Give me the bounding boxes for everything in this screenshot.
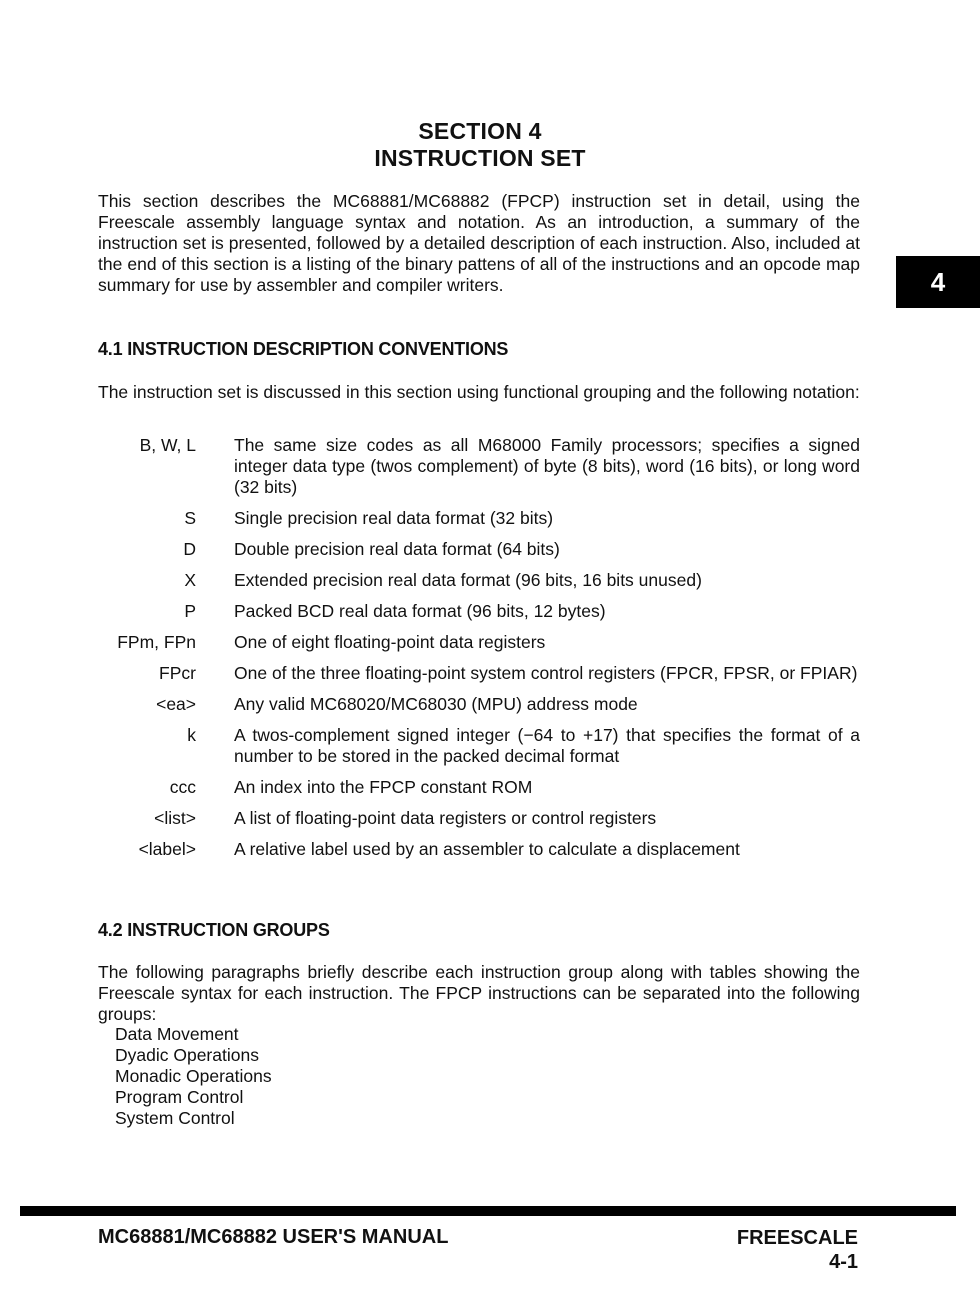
notation-term: <ea>	[156, 694, 196, 714]
notation-list	[98, 435, 860, 870]
notation-desc: One of the three floating-point system control registers (FPCR, FPSR, or FPIAR)	[234, 663, 858, 683]
heading-4-2: 4.2 INSTRUCTION GROUPS	[98, 920, 330, 940]
notation-desc: A list of floating-point data registers or control registers	[234, 808, 657, 828]
notation-desc: An index into the FPCP constant ROM	[234, 777, 533, 797]
section-tab-marker: 4	[896, 256, 980, 308]
notation-term: FPm, FPn	[117, 632, 196, 652]
groups-intro: The following paragraphs briefly describe each instruction group along with tables showing the Freescale syntax for each instruction. The FPCP instructions can be separated into the following groups:	[98, 962, 860, 1024]
notation-row	[98, 839, 860, 860]
notation-desc: Any valid MC68020/MC68030 (MPU) address mode	[234, 694, 638, 714]
notation-row	[98, 808, 860, 829]
notation-term: P	[184, 601, 196, 621]
section-label: SECTION 4	[418, 118, 542, 144]
notation-term: ccc	[169, 777, 196, 797]
footer-rule	[20, 1206, 956, 1216]
group-item: Program Control	[115, 1087, 244, 1107]
notation-row	[98, 539, 860, 560]
group-item: Data Movement	[115, 1024, 239, 1044]
notation-desc: Extended precision real data format (96 bits, 16 bits unused)	[234, 570, 702, 590]
footer-brand: FREESCALE	[736, 1227, 858, 1249]
group-item: Monadic Operations	[115, 1066, 272, 1086]
notation-desc: A twos-complement signed integer (−64 to +17) that specifies the format of a number to be stored in the packed decimal format	[234, 725, 860, 766]
footer-page-number: 4-1	[829, 1251, 858, 1273]
group-item: System Control	[115, 1108, 235, 1128]
notation-desc: Packed BCD real data format (96 bits, 12 bytes)	[234, 601, 606, 621]
section-title: INSTRUCTION SET	[374, 145, 586, 171]
notation-desc: One of eight floating-point data registers	[234, 632, 546, 652]
notation-desc: The same size codes as all M68000 Family processors; specifies a signed integer data type (twos complement) of byte (8 bits), word (16 bits), or long word (32 bits)	[234, 435, 860, 497]
notation-desc: Double precision real data format (64 bits)	[234, 539, 560, 559]
notation-intro: The instruction set is discussed in this section using functional grouping and the following notation:	[98, 382, 860, 402]
notation-row	[98, 694, 860, 715]
notation-term: <label>	[138, 839, 196, 859]
group-item: Dyadic Operations	[115, 1045, 259, 1065]
notation-term: S	[184, 508, 196, 528]
notation-term: FPcr	[159, 663, 196, 683]
notation-row	[98, 632, 860, 653]
notation-row	[98, 663, 860, 684]
heading-4-1: 4.1 INSTRUCTION DESCRIPTION CONVENTIONS	[98, 339, 509, 359]
notation-row	[98, 570, 860, 591]
notation-desc: Single precision real data format (32 bits)	[234, 508, 554, 528]
intro-paragraph: This section describes the MC68881/MC68882 (FPCP) instruction set in detail, using the Freescale assembly language syntax and notation. As an introduction, a summary of the instruction set is presented, followed by a detailed description of each instruction. Also, included at the end of this section is a listing of the binary pattens of all of the instructions and an opcode map summary for use by assembler and compiler writers.	[98, 191, 860, 295]
notation-row	[98, 508, 860, 529]
footer-manual-title: MC68881/MC68882 USER'S MANUAL	[98, 1226, 449, 1248]
notation-row	[98, 435, 860, 498]
notation-term: <list>	[154, 808, 196, 828]
notation-desc: A relative label used by an assembler to calculate a displacement	[234, 839, 740, 859]
notation-term: k	[187, 725, 196, 745]
group-list	[115, 1024, 272, 1129]
notation-term: X	[184, 570, 196, 590]
notation-row	[98, 601, 860, 622]
notation-term: D	[183, 539, 196, 559]
notation-term: B, W, L	[139, 435, 196, 455]
footer-right-block	[737, 1226, 858, 1274]
notation-row	[98, 777, 860, 798]
notation-row	[98, 725, 860, 767]
